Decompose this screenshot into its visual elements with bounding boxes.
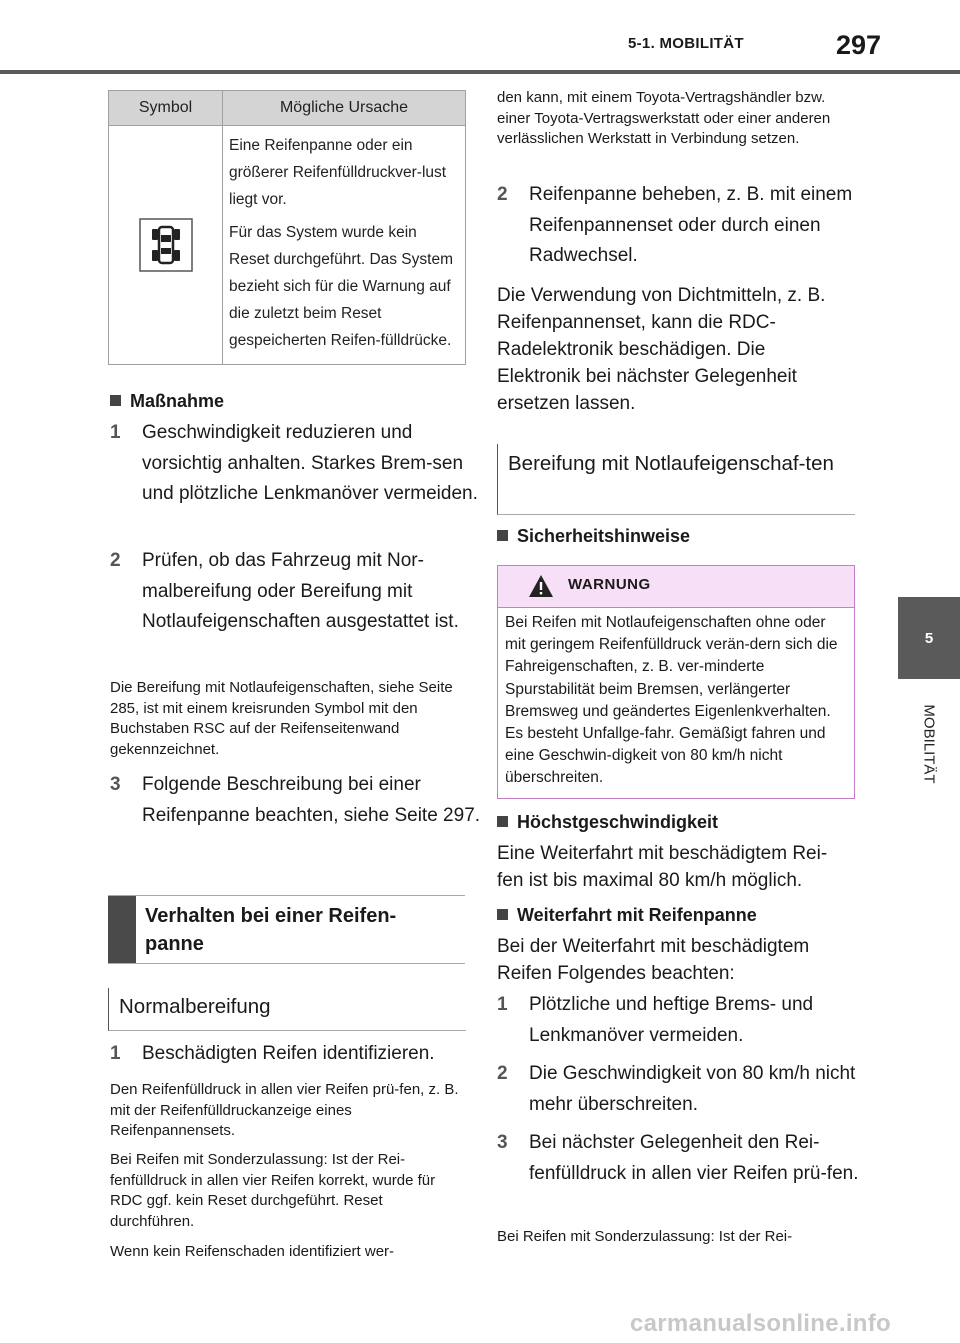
step-item: 3 Bei nächster Gelegenheit den Rei-fenfülldruck in allen vier Reifen prü-fen. (497, 1132, 859, 1184)
cause-text-2: Für das System wurde kein Reset durchgeführt. Das System bezieht sich für die Warnung auf die zuletzt beim Reset gespeicherten Reifen-fülldrücke. (229, 224, 453, 349)
paragraph: den kann, mit einem Toyota-Vertragshändler bzw. einer Toyota-Vertragswerkstatt oder einer anderen verlässlichen Werkstatt in Verbindung setzen. (497, 89, 831, 147)
warning-title: WARNUNG (568, 576, 651, 593)
massnahme-heading: Maßnahme (110, 391, 224, 412)
step-text: Geschwindigkeit reduzieren und vorsichtig anhalten. Starkes Brem-sen und plötzliche Lenkmanöver vermeiden. (142, 422, 478, 504)
subsection-title: Bereifung mit Notlaufeigenschaf-ten (508, 452, 834, 475)
subsection-title: Normalbereifung (119, 995, 271, 1018)
continue-text: Bei der Weiterfahrt mit beschädigtem Reifen Folgendes beachten: (497, 936, 810, 984)
table-header-symbol: Symbol (109, 91, 223, 126)
step-item: 1 Plötzliche und heftige Brems- und Lenkmanöver vermeiden. (497, 994, 814, 1046)
square-bullet-icon (497, 909, 508, 920)
paragraph: Wenn kein Reifenschaden identifiziert wer- (110, 1243, 395, 1260)
subsection-box (497, 444, 855, 515)
section-header: 5-1. MOBILITÄT (628, 35, 744, 52)
symbol-table (108, 90, 466, 365)
warning-triangle-icon (528, 574, 554, 598)
step-text: Bei nächster Gelegenheit den Rei-fenfülldruck in allen vier Reifen prü-fen. (529, 1132, 859, 1184)
cause-text-1: Eine Reifenpanne oder ein größerer Reifenfülldruckver-lust liegt vor. (229, 137, 447, 208)
paragraph-sealant: Die Verwendung von Dichtmitteln, z. B. Reifenpannenset, kann die RDC-Radelektronik beschädigen. Die Elektronik bei nächster Gelegenheit ersetzen lassen. (497, 285, 826, 414)
warning-text: Bei Reifen mit Notlaufeigenschaften ohne oder mit geringem Reifenfülldruck verän-dern sich die Fahreigenschaften, z. B. ver-minderte Spurstabilität beim Bremsen, verlängerter Bremsweg und geändertes Eigenlenkverhalten. Es besteht Unfallge-fahr. Gemäßigt fahren und eine Geschwin-digkeit von 80 km/h nicht überschreiten. (505, 614, 838, 787)
chapter-tab (898, 679, 960, 809)
step-text: Beschädigten Reifen identifizieren. (142, 1043, 435, 1064)
table-header-cause: Mögliche Ursache (223, 91, 466, 126)
step-item: 2 Prüfen, ob das Fahrzeug mit Nor-malbereifung oder Bereifung mit Notlaufeigenschaften ausgestattet ist. (110, 550, 459, 632)
square-bullet-icon (497, 816, 508, 827)
step-text: Reifenpanne beheben, z. B. mit einem Reifenpannenset oder durch einen Radwechsel. (529, 184, 853, 266)
warning-header (498, 566, 854, 608)
step-text: Prüfen, ob das Fahrzeug mit Nor-malbereifung oder Bereifung mit Notlaufeigenschaften ausgestattet ist. (142, 550, 459, 632)
symbol-cell (109, 126, 223, 365)
step-item: 2 Reifenpanne beheben, z. B. mit einem Reifenpannenset oder durch einen Radwechsel. (497, 184, 853, 266)
square-bullet-icon (497, 530, 508, 541)
step-text: Plötzliche und heftige Brems- und Lenkmanöver vermeiden. (529, 994, 814, 1046)
speed-text: Eine Weiterfahrt mit beschädigtem Rei-fen ist bis maximal 80 km/h möglich. (497, 843, 828, 891)
watermark: carmanualsonline.info (630, 1310, 892, 1337)
speed-heading: Höchstgeschwindigkeit (497, 812, 718, 833)
header-rule (0, 70, 960, 74)
paragraph: Bei Reifen mit Sonderzulassung: Ist der Rei-fenfülldruck in allen vier Reifen korrekt, wurde für RDC ggf. kein Reset durchgeführt. Reset durchführen. (110, 1151, 436, 1230)
step-text: Folgende Beschreibung bei einer Reifenpanne beachten, siehe Seite 297. (142, 774, 481, 826)
chapter-tab-label: MOBILITÄT (920, 704, 938, 784)
section-bar (108, 896, 136, 963)
cause-cell (223, 126, 466, 365)
section-title-box (108, 895, 465, 964)
continue-heading: Weiterfahrt mit Reifenpanne (497, 905, 757, 926)
tire-pressure-car-icon (139, 218, 193, 272)
square-bullet-icon (110, 395, 121, 406)
chapter-tab-number: 5 (898, 597, 960, 679)
step-item: 1 Beschädigten Reifen identifizieren. (110, 1043, 435, 1064)
page-number: 297 (836, 30, 882, 60)
safety-heading: Sicherheitshinweise (497, 526, 690, 547)
step-item: 3 Folgende Beschreibung bei einer Reifenpanne beachten, siehe Seite 297. (110, 774, 481, 826)
step-text: Die Geschwindigkeit von 80 km/h nicht mehr überschreiten. (529, 1063, 856, 1115)
warning-box (497, 565, 855, 799)
step-item: 1 Geschwindigkeit reduzieren und vorsichtig anhalten. Starkes Brem-sen und plötzliche Lenkmanöver vermeiden. (110, 422, 478, 504)
note-runflat: Die Bereifung mit Notlaufeigenschaften, siehe Seite 285, ist mit einem kreisrunden Symbol mit den Buchstaben RSC auf der Reifenseitenwand gekennzeichnet. (110, 679, 453, 758)
step-item: 2 Die Geschwindigkeit von 80 km/h nicht mehr überschreiten. (497, 1063, 856, 1115)
subsection-box (108, 988, 466, 1031)
section-title: Verhalten bei einer Reifen-panne (145, 905, 397, 955)
paragraph: Den Reifenfülldruck in allen vier Reifen prü-fen, z. B. mit der Reifenfülldruckanzeige eines Reifenpannensets. (110, 1081, 459, 1139)
paragraph: Bei Reifen mit Sonderzulassung: Ist der Rei- (497, 1228, 793, 1245)
